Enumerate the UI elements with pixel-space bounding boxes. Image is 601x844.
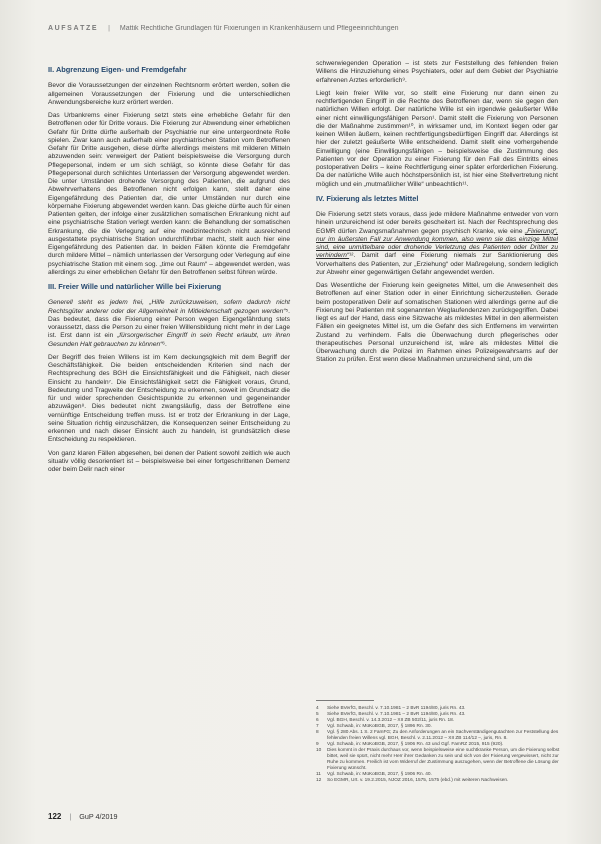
inline-quote: „fürsorgerischer Eingriff in sein Recht erlaubt, um ihren Gesunden Halt gebrauchen zu können“ <box>48 332 290 348</box>
right-column <box>316 60 558 695</box>
footnote: 4 Siehe BVerfG, Beschl. v. 7.10.1981 – 2 BvR 1194/80, juris Rn. 43. <box>316 706 466 711</box>
paragraph: Das Urbankrems einer Fixierung setzt stets eine erhebliche Gefahr für den Betroffenen oder für Dritte voraus. Die Fixierung zur Abwendung einer erheblichen Gefahr für Dritte dürfte außerhalb der Psychiatrie nur eine untergeordnete Rolle spielen. Zwar kann auch außerhalb einer psychiatrischen Station vom Betroffenen Gefahr für Dritte ausgehen, diese dürfte allerdings meistens mit milderen Mitteln abzuwenden sein: verweigert der Patient beispielsweise die Versorgung durch Pflegepersonal, indem er um sich schlägt, so könnte diese Gefahr für das Pflegepersonal durch schlichtes Unterlassen der Versorgung abgewendet werden. Die unter Umständen drohende Versorgung des Patienten, die aufgrund des Abwehrverhaltens des Betroffenen nicht erfolgen kann, stellt daher eine Eigengefährdung des Patienten dar, die unter Umständen nur durch eine körpernahe Fixierung abgewendet werden kann. Das gleiche dürfte auch für einen Patienten gelten, der infolge einer zusätzlichen somatischen Erkrankung nicht auf eine psychiatrische Station verlegt werden kann: die Behandlung der somatischen Erkrankung, die die Verlegung auf eine medizintechnisch nicht ausreichend ausgestattete psychiatrische Station undurchführbar macht, stellt auch hier eine Eigengefährdung des Patienten dar. In beiden Fällen könnte die Fremdgefahr durch mildere Mittel – nämlich unterlassen der Versorgung oder Verlegung auf eine psychiatrische Station mit einem sog. „time out Raum“ – abgewendet werden, was allerdings zu einer erheblichen Gefahr für den Betroffenen selbst führen würde. <box>48 112 290 276</box>
footnote: 5 Siehe BVerfG, Beschl. v. 7.10.1981 – 2 BvR 1194/80, juris Rn. 43. <box>316 712 466 717</box>
paragraph: schwerwiegenden Operation – ist stets zur Feststellung des fehlenden freien Willens die Hinzuziehung eines Psychiaters, oder auf dem Gebiet der Psychiatrie erfahrenen Arztes erforderlich⁹. <box>316 60 558 84</box>
footnotes <box>316 706 566 784</box>
paragraph-with-quote: Generell steht es jedem frei, „Hilfe zurückzuweisen, sofern dadurch nicht Rechtsgüter anderer oder der Allgemeinheit in Mitleidenschaft gezogen werden“⁵. Das bedeutet, dass die Fixierung einer Person wegen Eigengefährdung stets voraussetzt, dass die Person zu einer freien Willensbildung nicht mehr in der Lage ist. Erst dann ist ein „fürsorgerischer Eingriff in sein Recht erlaubt, um ihren Gesunden Halt gebrauchen zu können“⁶. <box>48 299 290 348</box>
header-separator: | <box>108 25 110 32</box>
paragraph-with-quote: Die Fixierung setzt stets voraus, dass jede mildere Maßnahme entweder von vorn hinein unzureichend ist oder bereits gescheitert ist. Nach der Rechtsprechung des EGMR dürfen Zwangsmaßnahmen gegen psychisch Kranke, wie eine „Fixierung“, nur im äußersten Fall zur Anwendung kommen, also wenn sie das einzige Mittel sind, eine unmittelbare oder drohende Verletzung des Patienten oder Dritter zu verhindern“¹². Damit darf eine Fixierung niemals zur Sanktionierung des Vorverhaltens des Patienten, zur „Erziehung“ oder Maßregelung, sondern lediglich zur Abwehr einer gegenwärtigen Gefahr angewendet werden. <box>316 211 558 276</box>
inline-quote: „Hilfe zurückzuweisen, sofern dadurch nicht Rechtsgüter anderer oder der Allgemeinheit in Mitleidenschaft gezogen werden“ <box>48 299 290 315</box>
paragraph: Bevor die Voraussetzungen der einzelnen Rechtsnorm erörtert werden, sollen die allgemeinen Voraussetzungen der Fixierung und die unterschiedlichen Anwendungsbereiche kurz erörtert werden. <box>48 82 290 106</box>
page-footer <box>48 812 117 821</box>
footnote: 9 Vgl. Schwab, in: MüKoBGB, 2017, § 1906 Rn. 43 und Ggf. FamRZ 2015, 915 (920). <box>316 742 504 747</box>
footnote-divider <box>316 700 374 701</box>
footnote: 12 So EGMR, Urt. v. 19.2.2015, NJOZ 2016, 1575, 1575 (ebd.) mit weiteren Nachweisen. <box>316 778 509 783</box>
paragraph: Das Wesentliche der Fixierung kein geeignetes Mittel, um die Anwesenheit des Betroffenen auf einer Station oder in einer Einrichtung sicherzustellen. Gerade beim postoperativen Delir auf somatischen Stationen wird allerdings gerne auf die Fixierung bei Patienten mit sogenannten Weglaufendenzen zurückgegriffen. Dabei liegt es auf der Hand, dass eine Sitzwache als mildestes Mittel in den allermeisten Fällen ein geeignetes Mittel ist, um die Gefahr des sich Entfernens im verwirrten Zustand zu verhindern. Falls die Überwachung durch pflegerisches oder therapeutisches Personal unzureichend ist, wäre als mildestes Mittel die Überwachung durch die Polizei im Rahmen eines Polizeigewahrsams auf der Station zu prüfen. Erst wenn diese Maßnahmen unzureichend sind, um die <box>316 282 558 364</box>
footnote: 10 Dies kommt in der Praxis durchaus vor, wenn beispielsweise eine suchtkranke Person, um die Fixierung selbst bittet, weil sie spürt, nicht mehr Herr ihrer Gedanken zu sein und sich von der Fixierung vergewissert, nicht zur Ruhe zu kommen. Freilich ist vom Widerruf der Zustimmung auszugehen, wenn der Betroffene die Lösung der Fixierung wünscht. <box>316 748 560 771</box>
running-header <box>48 25 568 37</box>
paragraph: Von ganz klaren Fällen abgesehen, bei denen der Patient sowohl zeitlich wie auch situativ völlig desorientiert ist – beispielsweise bei einer fortgeschrittenen Demenz oder beim Delir nach einer <box>48 449 290 473</box>
footnote: 7 Vgl. Schwab, in: MüKoBGB, 2017, § 1896 Rn. 30. <box>316 724 432 729</box>
heading-freier-wille: III. Freier Wille und natürlicher Wille bei Fixierung <box>48 282 222 291</box>
inline-quote: „Fixierung“, nur im äußersten Fall zur Anwendung kommen, also wenn sie das einzige Mittel sind, eine unmittelbare oder drohende Verletzung des Patienten oder Dritter zu verhindern“ <box>316 227 558 260</box>
paragraph: Der Begriff des freien Willens ist im Kern deckungsgleich mit dem Begriff der Geschäftsfähigkeit. Die beiden entscheidenden Kriterien sind nach der Rechtsprechung des BGH die Einsichtsfähigkeit und die Fähigkeit, nach dieser Einsicht zu handeln⁷. Die Einsichtsfähigkeit setzt die Fähigkeit voraus, Grund, Bedeutung und Tragweite der Entscheidung zu erkennen, soweit im Grundsatz die für und wider sprechenden Gesichtspunkte zu erkennen und gegeneinander abzuwägen⁸. Dies bedeutet nicht zwangsläufig, dass der Betroffene eine vernünftige Entscheidung treffen muss. Ist er trotz der Erkrankung in der Lage, seine Situation richtig einzuschätzen, die Konsequenzen seiner Entscheidung zu erkennen und nach dieser Einsicht auch zu handeln, ist grundsätzlich diese Entscheidung zu respektieren. <box>48 353 290 444</box>
paragraph: Liegt kein freier Wille vor, so stellt eine Fixierung nur dann einen zu rechtfertigenden Eingriff in die Rechte des Betroffenen dar, wenn sie gegen den natürlichen Willen erfolgt. Der natürliche Wille ist ein irgendwie geäußerter Wille einer nicht einwilligungsfähigen Person¹. Damit stellt die Fixierung von Personen die der Maßnahme zustimmen¹⁰, in wirksamer und, im Kontext liegen oder gar keinen Willen äußern, keinen rechtfertigungsbedürftigen Eingriff dar. Allerdings ist hier der zuletzt geäußerte Wille entscheidend. Damit stellt eine vorhergehende Einwilligung (eine Einwilligungsfähigen – beispielsweise die Zustimmung des Patienten vor der Operation zu einer Fixierung für den Fall des Eintritts eines postoperativen Delirs – keine Rechtfertigung einer später erforderlichen Fixierung. Da der natürliche Wille auch höchstpersönlich ist, ist hier eine Stellvertretung nicht möglich und ein „mutmaßlicher Wille“ unbeachtlich¹¹. <box>316 89 558 188</box>
journal-issue: GuP 4/2019 <box>79 812 118 821</box>
heading-letztes-mittel: IV. Fixierung als letztes Mittel <box>316 193 419 203</box>
page-number: 122 <box>48 812 62 821</box>
footnote: 8 Vgl. § 280 Abs. 1 S. 2 FamFG; Zu den Anforderungen an ein Sachverständigengutachten zur Feststellung des fehlenden freien Willens vgl. BGH, Beschl. v. 2.11.2012 – XII ZB 114/12 –, juris, Rn. 8. <box>316 730 559 741</box>
footer-separator: | <box>69 812 72 821</box>
footnote: 6 Vgl. BGH, Beschl. v. 14.3.2012 – XII ZB 502/11, juris Rn. 18. <box>316 718 455 723</box>
heading-abgrenzung: II. Abgrenzung Eigen- und Fremdgefahr <box>48 65 187 74</box>
running-title: Mattik Rechtliche Grundlagen für Fixierungen in Krankenhäusern und Pflegeeinrichtungen <box>119 25 399 32</box>
section-kicker: AUFSÄTZE <box>48 25 99 32</box>
left-column <box>48 60 290 795</box>
footnote: 11 Vgl. Schwab, in: MüKoBGB, 2017, § 1906 Rn. 40. <box>316 772 432 777</box>
